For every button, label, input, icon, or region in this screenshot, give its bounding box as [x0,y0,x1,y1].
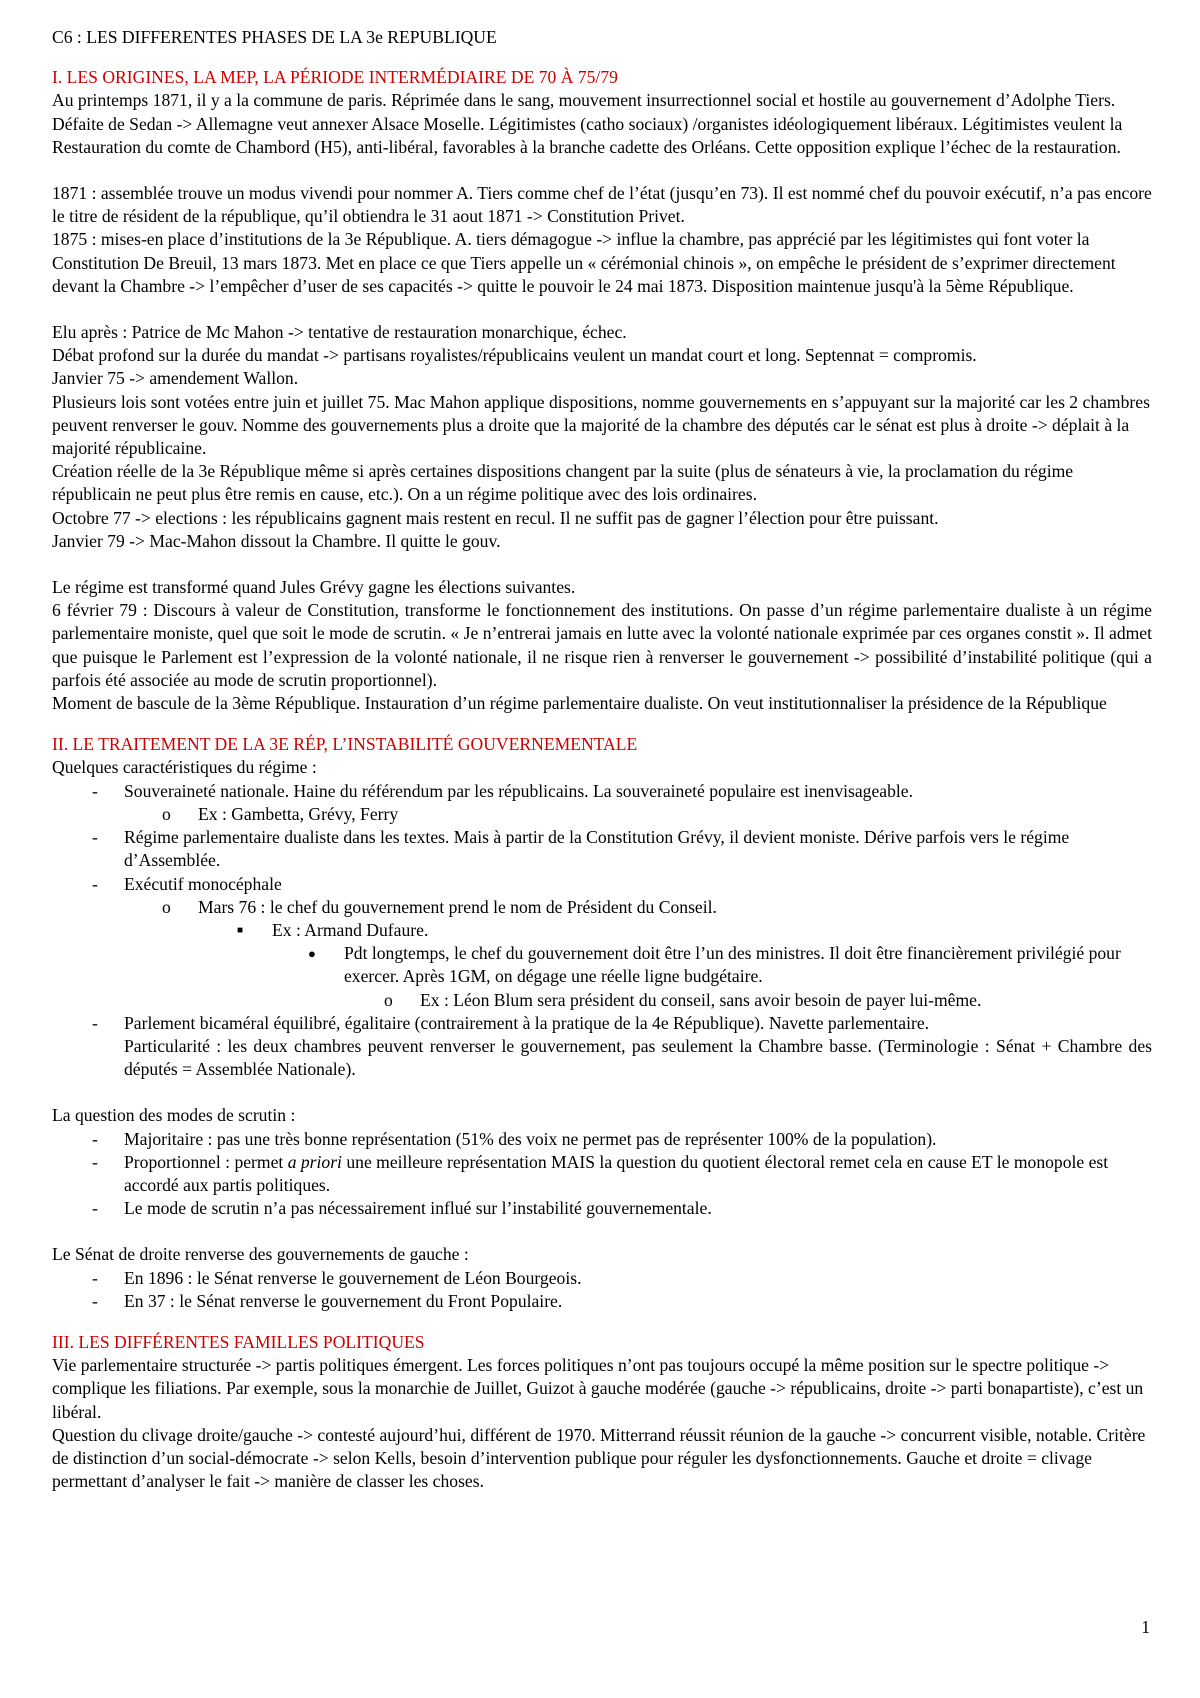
list-item: o Ex : Gambetta, Grévy, Ferry [162,803,399,824]
list-item: ■ Ex : Armand Dufaure. [237,919,429,940]
paragraph: Janvier 79 -> Mac-Mahon dissout la Chambre. Il quitte le gouv. [52,530,501,551]
paragraph: 1871 : assemblée trouve un modus vivendi pour nommer A. Tiers comme chef de l’état (jusqu’en 73). Il est nommé chef du pouvoir exécutif, n’a pas encore le titre de résident de la république, qu’il obtiendra le 31 aout 1871 -> Constitution Privet. [52,183,1152,227]
paragraph: Question du clivage droite/gauche -> contesté aujourd’hui, différent de 1970. Mitterrand réussit réunion de la gauche -> concurrent visible, notable. Critère de distinction d’un social-démocrate -> selon Kells, besoin d’intervention publique pour réguler les dysfonctionnements. Gauche et droite = clivage permettant d’analyser le fait -> manière de classer les choses. [52,1424,1146,1492]
list-item: o Mars 76 : le chef du gouvernement prend le nom de Président du Conseil. [162,896,717,917]
paragraph: Création réelle de la 3e République même si après certaines dispositions changent par la suite (plus de sénateurs à vie, la proclamation du régime républicain ne peut plus être remis en cause, etc.). On a un régime politique avec des lois ordinaires. [52,461,1074,505]
section-1-heading: I. LES ORIGINES, LA MEP, LA PÉRIODE INTERMÉDIAIRE DE 70 À 75/79 [52,67,618,88]
list-item: - Le mode de scrutin n’a pas nécessairement influé sur l’instabilité gouvernementale. [92,1198,712,1219]
paragraph: Quelques caractéristiques du régime : [52,757,317,778]
list-item: - Proportionnel : permet a priori une meilleure représentation MAIS la question du quotient électoral remet cela en cause ET le monopole est accordé aux partis politiques. [92,1151,1109,1195]
paragraph: Vie parlementaire structurée -> partis politiques émergent. Les forces politiques n’ont pas toujours occupé la même position sur le spectre politique -> complique les filiations. Par exemple, sous la monarchie de Juillet, Guizot à gauche modérée (gauche -> républicains, droite -> parti bonapartiste), c’est un libéral. [52,1355,1144,1422]
list-item: - Souveraineté nationale. Haine du référendum par les républicains. La souveraineté populaire est inenvisageable. [92,780,913,801]
list-item: - Majoritaire : pas une très bonne représentation (51% des voix ne permet pas de représenter 100% de la population). [92,1128,937,1149]
paragraph: Le Sénat de droite renverse des gouvernements de gauche : [52,1244,469,1265]
paragraph: Plusieurs lois sont votées entre juin et juillet 75. Mac Mahon applique dispositions, nomme gouvernements en s’appuyant sur la majorité car les 2 chambres peuvent renverser le gouv. Nomme des gouvernements plus a droite que la majorité de la chambre des députés car le sénat est plus à droite -> déplait à la majorité républicaine. [52,391,1150,459]
paragraph: 1875 : mises-en place d’institutions de la 3e République. A. tiers démagogue -> influe la chambre, pas apprécié par les légitimistes qui font voter la Constitution De Breuil, 13 mars 1873. Met en place ce que Tiers appelle un « cérémonial chinois », on empêche le président de s’exprimer directement devant la Chambre -> l’empêcher d’user de ses capacités -> quitte le pouvoir le 24 mai 1873. Disposition maintenue jusqu'à la 5ème République. [52,229,1116,296]
paragraph: La question des modes de scrutin : [52,1105,296,1126]
paragraph: Particularité : les deux chambres peuvent renverser le gouvernement, pas seulement la Chambre basse. (Terminologie : Sénat + Chambre des députés = Assemblée Nationale). [124,1035,1152,1080]
page-number: 1 [1141,1617,1150,1637]
paragraph: Débat profond sur la durée du mandat -> partisans royalistes/républicains veulent un mandat court et long. Septennat = compromis. [52,345,977,366]
paragraph: Janvier 75 -> amendement Wallon. [52,368,299,389]
document-title: C6 : LES DIFFERENTES PHASES DE LA 3e REPUBLIQUE [52,27,497,47]
document-page [52,26,1152,1493]
paragraph: Au printemps 1871, il y a la commune de paris. Réprimée dans le sang, mouvement insurrectionnel social et hostile au gouvernement d’Adolphe Tiers. Défaite de Sedan -> Allemagne veut annexer Alsace Moselle. Légitimistes (catho sociaux) /organistes idéologiquement libéraux. Légitimistes veulent la Restauration du comte de Chambord (H5), anti-libéral, favorables à la branche cadette des Orléans. Cette opposition explique l’échec de la restauration. [52,90,1123,157]
section-3-heading: III. LES DIFFÉRENTES FAMILLES POLITIQUES [52,1331,425,1352]
list-item: o Ex : Léon Blum sera président du conseil, sans avoir besoin de payer lui-même. [384,989,982,1010]
paragraph: Le régime est transformé quand Jules Grévy gagne les élections suivantes. [52,577,576,598]
paragraph: Moment de bascule de la 3ème République. Instauration d’un régime parlementaire dualiste. On veut institutionnaliser la présidence de la République [52,693,1107,714]
list-item: - Parlement bicaméral équilibré, égalitaire (contrairement à la pratique de la 4e République). Navette parlementaire. [92,1012,930,1033]
paragraph: 6 février 79 : Discours à valeur de Constitution, transforme le fonctionnement des institutions. On passe d’un régime parlementaire dualiste à un régime parlementaire moniste, quel que soit le mode de scrutin. « Je n’entrerai jamais en lutte avec la volonté nationale exprimée par ces organes constit ». Il admet que puisque le Parlement est l’expression de la volonté nationale, il ne risque rien à renverser le gouvernement -> possibilité d’instabilité politique (qui a parfois été associée au mode de scrutin proportionnel). [52,600,1152,690]
paragraph: Octobre 77 -> elections : les républicains gagnent mais restent en recul. Il ne suffit pas de gagner l’élection pour être puissant. [52,507,939,528]
list-item: - En 1896 : le Sénat renverse le gouvernement de Léon Bourgeois. [92,1267,582,1288]
list-item: - En 37 : le Sénat renverse le gouvernement du Front Populaire. [92,1290,563,1311]
list-item: - Exécutif monocéphale [92,873,282,894]
paragraph: Elu après : Patrice de Mc Mahon -> tentative de restauration monarchique, échec. [52,322,627,343]
list-item: - Régime parlementaire dualiste dans les textes. Mais à partir de la Constitution Grévy, il devient moniste. Dérive parfois vers le régime d’Assemblée. [92,827,1070,871]
list-item: ● Pdt longtemps, le chef du gouvernement doit être l’un des ministres. Il doit être financièrement privilégié pour exercer. Après 1GM, on dégage une réelle ligne budgétaire. [308,943,1121,987]
section-2-heading: II. LE TRAITEMENT DE LA 3E RÉP, L’INSTABILITÉ GOUVERNEMENTALE [52,734,638,755]
